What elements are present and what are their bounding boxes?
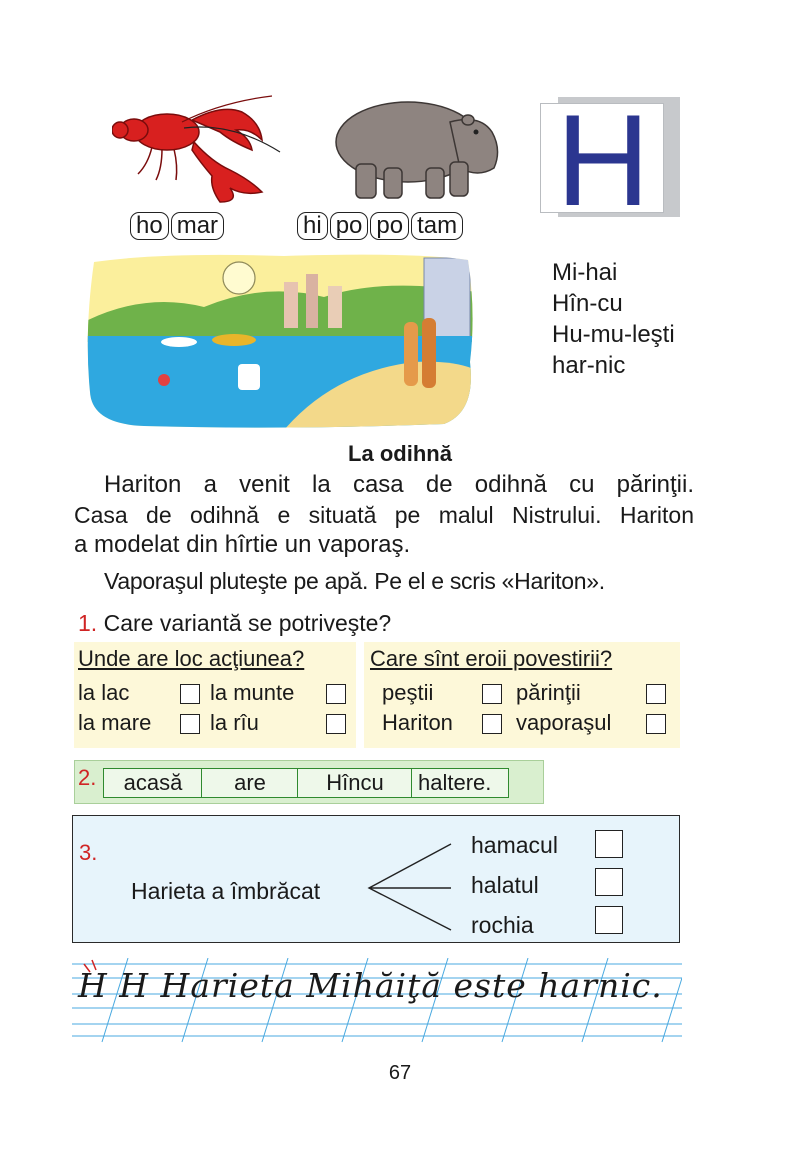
letter-card	[540, 87, 664, 233]
checkbox[interactable]	[646, 714, 666, 734]
option-label: Hariton	[382, 710, 453, 735]
page-number: 67	[388, 1062, 412, 1084]
option-row	[78, 680, 129, 706]
word-card[interactable]: are	[201, 768, 299, 798]
syllable-card: ho	[130, 212, 169, 240]
syllable-card: po	[370, 212, 409, 240]
exercise-3-box	[72, 815, 680, 943]
syllable-card: tam	[411, 212, 463, 240]
option-label: părinţii	[516, 680, 581, 705]
word-item: har-nic	[552, 352, 626, 379]
checkbox[interactable]	[482, 684, 502, 704]
option-label: peştii	[382, 680, 434, 705]
exercise-number: 2.	[78, 765, 97, 790]
lobster-illustration	[112, 92, 282, 207]
sentence-stem: Harieta a îmbrăcat	[131, 878, 321, 904]
word-card[interactable]: acasă	[103, 768, 203, 798]
syllables-hipopotam	[297, 212, 465, 240]
exercise-1-question	[78, 610, 391, 637]
exercise-1-left-box	[74, 642, 356, 748]
answer-checkbox[interactable]	[595, 906, 623, 934]
option-label: vaporaşul	[516, 710, 612, 735]
exercise-1-right-box	[364, 642, 680, 748]
exercise-2-box	[74, 760, 544, 804]
option-label: la lac	[78, 680, 130, 705]
answer-option: rochia	[471, 912, 534, 938]
reading-line: Hariton a venit la casa de odihnă cu părinţii.	[104, 471, 694, 498]
checkbox[interactable]	[180, 714, 200, 734]
beach-illustration	[84, 252, 476, 430]
answer-checkbox[interactable]	[595, 868, 623, 896]
word-item: Hîn-cu	[552, 290, 623, 317]
branch-lines	[367, 842, 457, 932]
handwriting-sample: H H Harieta Mihăiţă este harnic.	[78, 966, 663, 1005]
right-heading: Care sînt eroii povestirii?	[370, 646, 613, 671]
left-heading: Unde are loc acţiunea?	[78, 646, 305, 671]
exercise-number: 1.	[78, 610, 98, 636]
reading-line: Vaporaşul pluteşte pe apă. Pe el e scris «Hariton».	[104, 568, 605, 594]
question-text: Care variantă se potriveşte?	[103, 610, 392, 636]
reading-line: a modelat din hîrtie un vaporaş.	[74, 531, 411, 558]
checkbox[interactable]	[482, 714, 502, 734]
syllabified-word-list	[552, 257, 675, 381]
reading-line: Casa de odihnă e situată pe malul Nistrului. Hariton	[74, 502, 694, 528]
reading-title: La odihnă	[348, 441, 452, 466]
syllable-card: hi	[297, 212, 328, 240]
exercise-number: 3.	[79, 840, 98, 865]
option-label: la mare	[78, 710, 152, 735]
syllables-homar	[130, 212, 226, 240]
option-label: la munte	[210, 680, 295, 705]
syllable-card: po	[330, 212, 369, 240]
hippo-illustration	[330, 92, 510, 204]
checkbox[interactable]	[326, 714, 346, 734]
syllable-card: mar	[171, 212, 224, 240]
word-card[interactable]: haltere.	[411, 768, 509, 798]
answer-option: hamacul	[471, 832, 558, 858]
word-item: Hu-mu-leşti	[552, 321, 675, 348]
answer-checkbox[interactable]	[595, 830, 623, 858]
checkbox[interactable]	[180, 684, 200, 704]
checkbox[interactable]	[646, 684, 666, 704]
big-letter: H	[556, 87, 650, 233]
word-item: Mi-hai	[552, 259, 618, 286]
word-card[interactable]: Hîncu	[297, 768, 413, 798]
answer-option: halatul	[471, 872, 539, 898]
option-label: la rîu	[210, 710, 259, 735]
checkbox[interactable]	[326, 684, 346, 704]
